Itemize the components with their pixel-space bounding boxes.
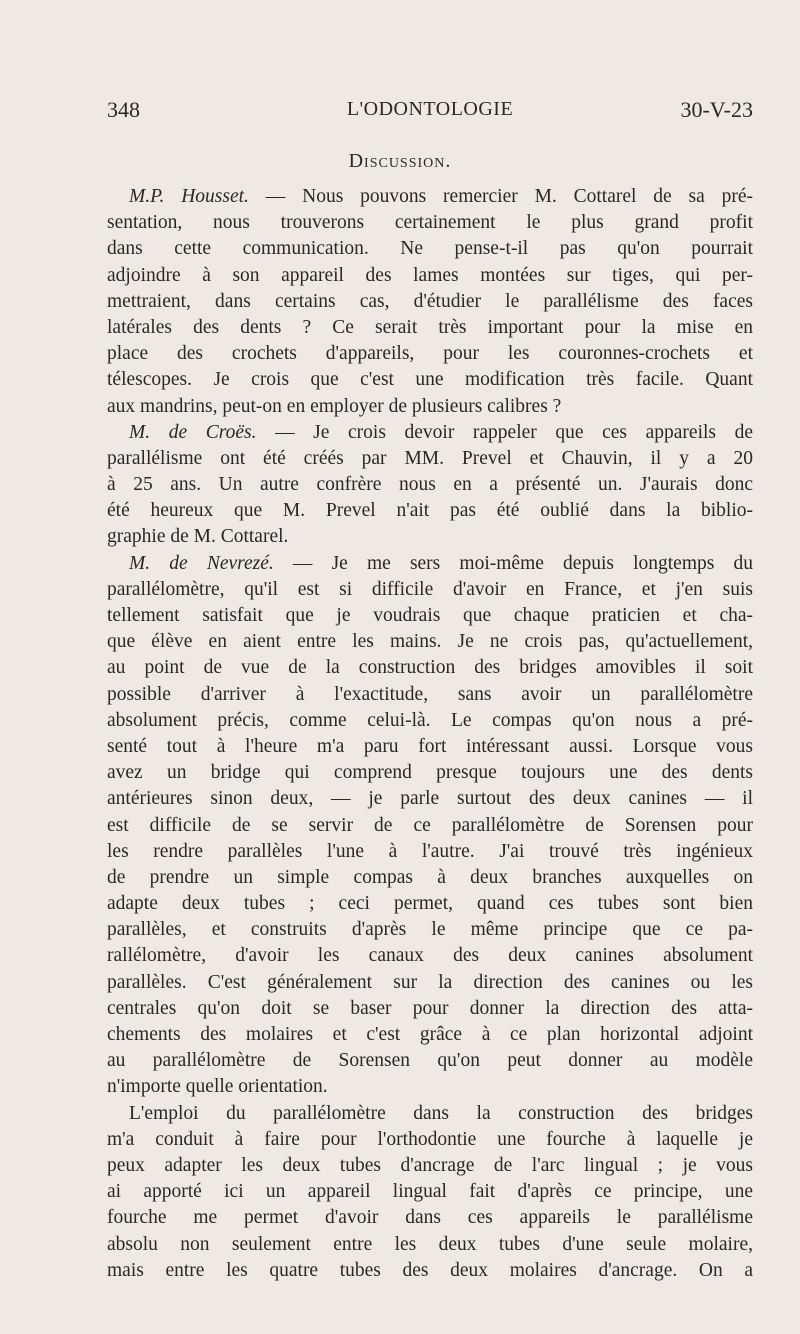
line-text: aux mandrins, peut-on en employer de plusieurs calibres ? bbox=[107, 395, 562, 417]
line-text: télescopes. Je crois que c'est une modification très facile. Quant bbox=[107, 369, 753, 391]
text-line bbox=[107, 996, 753, 1022]
line-text: — Je me sers moi-même depuis longtemps du bbox=[273, 552, 753, 574]
text-line bbox=[107, 498, 753, 524]
text-line bbox=[107, 1232, 753, 1258]
text-line bbox=[107, 1101, 753, 1127]
line-text: dans cette communication. Ne pense-t-il pas qu'on pourrait bbox=[107, 238, 753, 260]
text-line bbox=[107, 1074, 753, 1100]
text-line bbox=[107, 1205, 753, 1231]
line-text: parallélisme ont été créés par MM. Prevel et Chauvin, il y a 20 bbox=[107, 447, 753, 469]
text-line bbox=[107, 970, 753, 996]
text-line bbox=[107, 1258, 753, 1284]
line-text: possible d'arriver à l'exactitude, sans avoir un parallélomètre bbox=[107, 683, 753, 705]
body-text bbox=[107, 184, 753, 1284]
line-text: au parallélomètre de Sorensen qu'on peut donner au modèle bbox=[107, 1050, 753, 1072]
line-text: senté tout à l'heure m'a paru fort intéressant aussi. Lorsque vous bbox=[107, 735, 753, 757]
text-line bbox=[107, 577, 753, 603]
page-number: 348 bbox=[107, 97, 140, 122]
text-line bbox=[107, 865, 753, 891]
line-text: place des crochets d'appareils, pour les couronnes-crochets et bbox=[107, 343, 753, 365]
text-line bbox=[107, 184, 753, 210]
text-line bbox=[107, 472, 753, 498]
line-text: sentation, nous trouverons certainement le plus grand profit bbox=[107, 212, 753, 234]
line-text: tellement satisfait que je voudrais que chaque praticien et cha- bbox=[107, 605, 753, 626]
text-line bbox=[107, 263, 753, 289]
line-text: — Nous pouvons remercier M. Cottarel de sa pré- bbox=[248, 186, 753, 207]
line-text: rallélomètre, d'avoir les canaux des deux canines absolument bbox=[107, 945, 753, 967]
line-text: de prendre un simple compas à deux branches auxquelles on bbox=[107, 866, 753, 888]
text-line bbox=[107, 655, 753, 681]
line-text: les rendre parallèles l'une à l'autre. J'ai trouvé très ingénieux bbox=[107, 840, 753, 862]
text-line bbox=[107, 367, 753, 393]
line-text: avez un bridge qui comprend presque toujours une des dents bbox=[107, 762, 753, 784]
text-line bbox=[107, 394, 753, 420]
text-line bbox=[107, 786, 753, 812]
speaker-name: M. de Nevrezé. bbox=[129, 552, 274, 574]
line-text: au point de vue de la construction des bridges amovibles il soit bbox=[107, 657, 753, 679]
text-line bbox=[107, 446, 753, 472]
text-line bbox=[107, 682, 753, 708]
text-line bbox=[107, 315, 753, 341]
journal-title: L'ODONTOLOGIE bbox=[346, 98, 514, 120]
line-text: mettraient, dans certains cas, d'étudier le parallélisme des faces bbox=[107, 290, 753, 312]
line-text: parallèles. C'est généralement sur la direction des canines ou les bbox=[107, 971, 753, 993]
issue-date: 30-V-23 bbox=[680, 97, 753, 122]
line-text: été heureux que M. Prevel n'ait pas été oublié dans la biblio- bbox=[107, 500, 753, 522]
running-header bbox=[107, 97, 753, 129]
line-text: absolu non seulement entre les deux tubes d'une seule molaire, bbox=[107, 1233, 753, 1255]
text-line bbox=[107, 734, 753, 760]
line-text: parallélomètre, qu'il est si difficile d'avoir en France, et j'en suis bbox=[107, 578, 753, 600]
line-text: mais entre les quatre tubes des deux molaires d'ancrage. On a bbox=[107, 1259, 753, 1281]
line-text: adapte deux tubes ; ceci permet, quand ces tubes sont bien bbox=[107, 893, 753, 915]
text-line bbox=[107, 1153, 753, 1179]
line-text: L'emploi du parallélomètre dans la construction des bridges bbox=[129, 1102, 753, 1124]
text-line bbox=[107, 839, 753, 865]
line-text: graphie de M. Cottarel. bbox=[107, 526, 289, 548]
text-line bbox=[107, 341, 753, 367]
text-line bbox=[107, 917, 753, 943]
text-line bbox=[107, 760, 753, 786]
line-text: peux adapter les deux tubes d'ancrage de l'arc lingual ; je vous bbox=[107, 1154, 753, 1176]
line-text: m'a conduit à faire pour l'orthodontie une fourche à laquelle je bbox=[107, 1128, 753, 1150]
line-text: ai apporté ici un appareil lingual fait d'après ce principe, une bbox=[107, 1181, 753, 1203]
line-text: est difficile de se servir de ce parallélomètre de Sorensen pour bbox=[107, 814, 753, 836]
line-text: absolument précis, comme celui-là. Le compas qu'on nous a pré- bbox=[107, 709, 753, 731]
text-line bbox=[107, 420, 753, 446]
line-text: que élève en aient entre les mains. Je ne crois pas, qu'actuellement, bbox=[107, 631, 753, 653]
line-text: centrales qu'on doit se baser pour donner la direction des atta- bbox=[107, 997, 753, 1019]
text-line bbox=[107, 1127, 753, 1153]
text-line bbox=[107, 943, 753, 969]
line-text: parallèles, et construits d'après le même principe que ce pa- bbox=[107, 919, 753, 941]
text-line bbox=[107, 210, 753, 236]
speaker-name: M.P. Housset. bbox=[129, 186, 249, 207]
line-text: fourche me permet d'avoir dans ces appareils le parallélisme bbox=[107, 1207, 753, 1229]
text-line bbox=[107, 551, 753, 577]
line-text: chements des molaires et c'est grâce à ce plan horizontal adjoint bbox=[107, 1024, 753, 1045]
section-heading: Discussion. bbox=[348, 150, 452, 172]
speaker-name: M. de Croës. bbox=[129, 421, 257, 443]
text-line bbox=[107, 891, 753, 917]
text-line bbox=[107, 289, 753, 315]
text-line bbox=[107, 1179, 753, 1205]
text-line bbox=[107, 524, 753, 550]
text-line bbox=[107, 813, 753, 839]
line-text: à 25 ans. Un autre confrère nous en a présenté un. J'aurais donc bbox=[107, 474, 753, 496]
line-text: — Je crois devoir rappeler que ces appareils de bbox=[256, 421, 754, 443]
text-line bbox=[107, 1022, 753, 1048]
line-text: adjoindre à son appareil des lames montées sur tiges, qui per- bbox=[107, 264, 753, 286]
text-line bbox=[107, 1048, 753, 1074]
text-line bbox=[107, 708, 753, 734]
line-text: latérales des dents ? Ce serait très important pour la mise en bbox=[107, 316, 753, 338]
text-line bbox=[107, 236, 753, 262]
line-text: n'importe quelle orientation. bbox=[107, 1076, 328, 1098]
line-text: antérieures sinon deux, — je parle surtout des deux canines — il bbox=[107, 788, 753, 810]
text-line bbox=[107, 629, 753, 655]
text-line bbox=[107, 603, 753, 629]
